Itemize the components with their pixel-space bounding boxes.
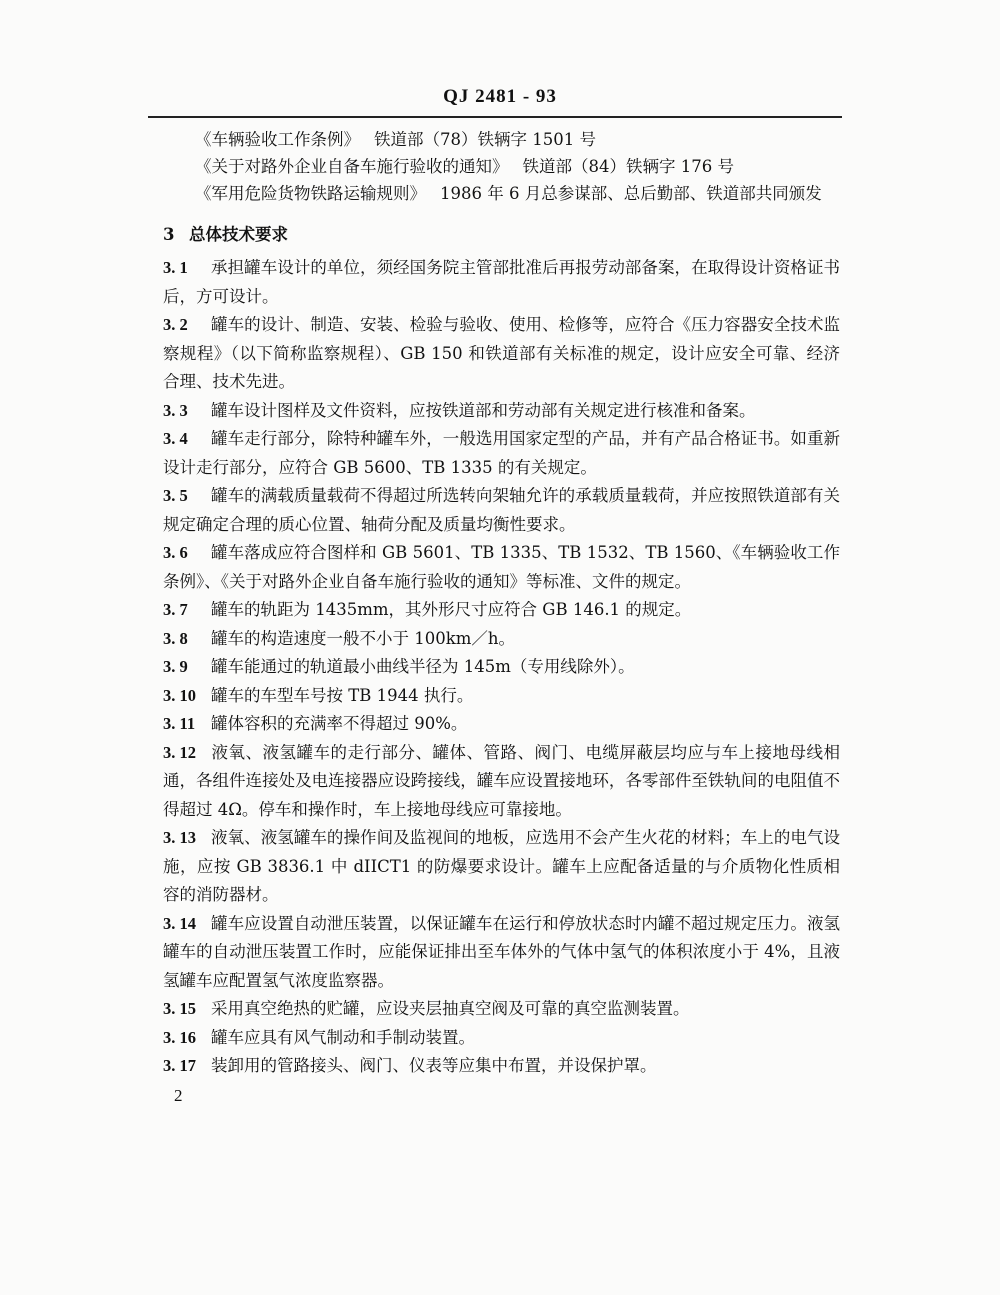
section-title: 总体技术要求 xyxy=(189,225,288,244)
clause-text: 罐车的车型车号按 TB 1944 执行。 xyxy=(211,685,474,705)
reference-source: 铁道部（78）铁辆字 1501 号 xyxy=(374,130,596,149)
clause-number: 3. 5 xyxy=(163,486,188,505)
reference-item xyxy=(195,180,855,207)
clause xyxy=(163,482,840,539)
reference-source: 铁道部（84）铁辆字 176 号 xyxy=(522,157,734,176)
clause xyxy=(163,995,840,1024)
clause-number: 3. 7 xyxy=(163,600,188,619)
reference-item xyxy=(195,126,855,153)
clause-number: 3. 16 xyxy=(163,1027,196,1047)
reference-list xyxy=(195,126,855,207)
reference-title: 《车辆验收工作条例》 xyxy=(195,130,360,149)
clause-text: 罐体容积的充满率不得超过 90%。 xyxy=(211,714,468,733)
clause-text: 装卸用的管路接头、阀门、仪表等应集中布置，并设保护罩。 xyxy=(211,1056,657,1075)
clause-number: 3. 15 xyxy=(163,999,196,1018)
reference-item xyxy=(195,153,855,180)
clause-text: 罐车应具有风气制动和手制动装置。 xyxy=(211,1027,475,1047)
reference-title: 《军用危险货物铁路运输规则》 xyxy=(195,184,426,203)
clause-text: 液氧、液氢罐车的走行部分、罐体、管路、阀门、电缆屏蔽层均应与车上接地母线相通，各组件连接处及电连接器应设跨接线，罐车应设置接地环，各零部件至铁轨间的电阻值不得超过 4Ω。停车和操作时，车上接地母线应可靠接地。 xyxy=(163,742,840,819)
clause-number: 3. 9 xyxy=(163,657,188,676)
clause xyxy=(163,625,840,654)
clause-text: 罐车的满载质量载荷不得超过所选转向架轴允许的承载质量载荷，并应按照铁道部有关规定确定合理的质心位置、轴荷分配及质量均衡性要求。 xyxy=(163,486,840,534)
clause-number: 3. 14 xyxy=(163,913,196,933)
clause xyxy=(163,682,840,711)
clause-number: 3. 13 xyxy=(163,828,196,847)
reference-title: 《关于对路外企业自备车施行验收的通知》 xyxy=(195,157,509,176)
clause xyxy=(163,710,840,739)
clause-number: 3. 10 xyxy=(163,685,196,705)
clause-text: 罐车应设置自动泄压装置，以保证罐车在运行和停放状态时内罐不超过规定压力。液氢罐车的自动泄压装置工作时，应能保证排出至车体外的气体中氢气的体积浓度小于 4%，且液氢罐车应配置氢气浓度监察器。 xyxy=(163,913,840,990)
section-number: 3 xyxy=(163,225,175,244)
clause xyxy=(163,739,840,825)
clause-text: 罐车的构造速度一般不小于 100km／h。 xyxy=(211,628,516,648)
clause-number: 3. 3 xyxy=(163,400,188,420)
clause-number: 3. 4 xyxy=(163,429,188,448)
clause xyxy=(163,824,840,910)
clause-number: 3. 17 xyxy=(163,1056,196,1075)
clause-text: 罐车的轨距为 1435mm，其外形尺寸应符合 GB 146.1 的规定。 xyxy=(211,600,692,619)
page-number: 2 xyxy=(174,1086,183,1105)
header-rule xyxy=(148,116,842,118)
clause-text: 罐车落成应符合图样和 GB 5601、TB 1335、TB 1532、TB 1560、《车辆验收工作条例》、《关于对路外企业自备车施行验收的通知》等标准、文件的规定。 xyxy=(163,543,840,591)
clause-number: 3. 6 xyxy=(163,543,188,562)
clause xyxy=(163,311,840,397)
clause xyxy=(163,1024,840,1053)
clause-text: 采用真空绝热的贮罐，应设夹层抽真空阀及可靠的真空监测装置。 xyxy=(211,999,690,1018)
clause xyxy=(163,910,840,996)
clause-number: 3. 2 xyxy=(163,315,188,334)
reference-source: 1986 年 6 月总参谋部、总后勤部、铁道部共同颁发 xyxy=(440,184,822,203)
clause-number: 3. 11 xyxy=(163,714,196,733)
clause xyxy=(163,397,840,426)
clause xyxy=(163,425,840,482)
clause xyxy=(163,596,840,625)
clause-number: 3. 1 xyxy=(163,258,188,277)
section-heading xyxy=(163,221,288,245)
clause-text: 罐车能通过的轨道最小曲线半径为 145m（专用线除外）。 xyxy=(211,657,635,676)
clause-text: 承担罐车设计的单位，须经国务院主管部批准后再报劳动部备案，在取得设计资格证书后，方可设计。 xyxy=(163,258,840,306)
clause-number: 3. 12 xyxy=(163,742,196,762)
clause xyxy=(163,539,840,596)
clause xyxy=(163,254,840,311)
clause-text: 罐车走行部分，除特种罐车外，一般选用国家定型的产品，并有产品合格证书。如重新设计走行部分，应符合 GB 5600、TB 1335 的有关规定。 xyxy=(163,429,840,477)
clause-text: 罐车的设计、制造、安装、检验与验收、使用、检修等，应符合《压力容器安全技术监察规程》（以下简称监察规程）、GB 150 和铁道部有关标准的规定，设计应安全可靠、经济合理、技术先进。 xyxy=(163,315,840,391)
clause-text: 液氧、液氢罐车的操作间及监视间的地板，应选用不会产生火花的材料；车上的电气设施，应按 GB 3836.1 中 dIICT1 的防爆要求设计。罐车上应配备适量的与介质物化性质相容的消防器材。 xyxy=(163,828,840,904)
clause xyxy=(163,653,840,682)
clause-number: 3. 8 xyxy=(163,628,188,648)
document-header: QJ 2481 - 93 xyxy=(443,86,557,107)
clause-text: 罐车设计图样及文件资料，应按铁道部和劳动部有关规定进行核准和备案。 xyxy=(211,400,756,420)
clause xyxy=(163,1052,840,1081)
clause-list xyxy=(163,254,840,1081)
